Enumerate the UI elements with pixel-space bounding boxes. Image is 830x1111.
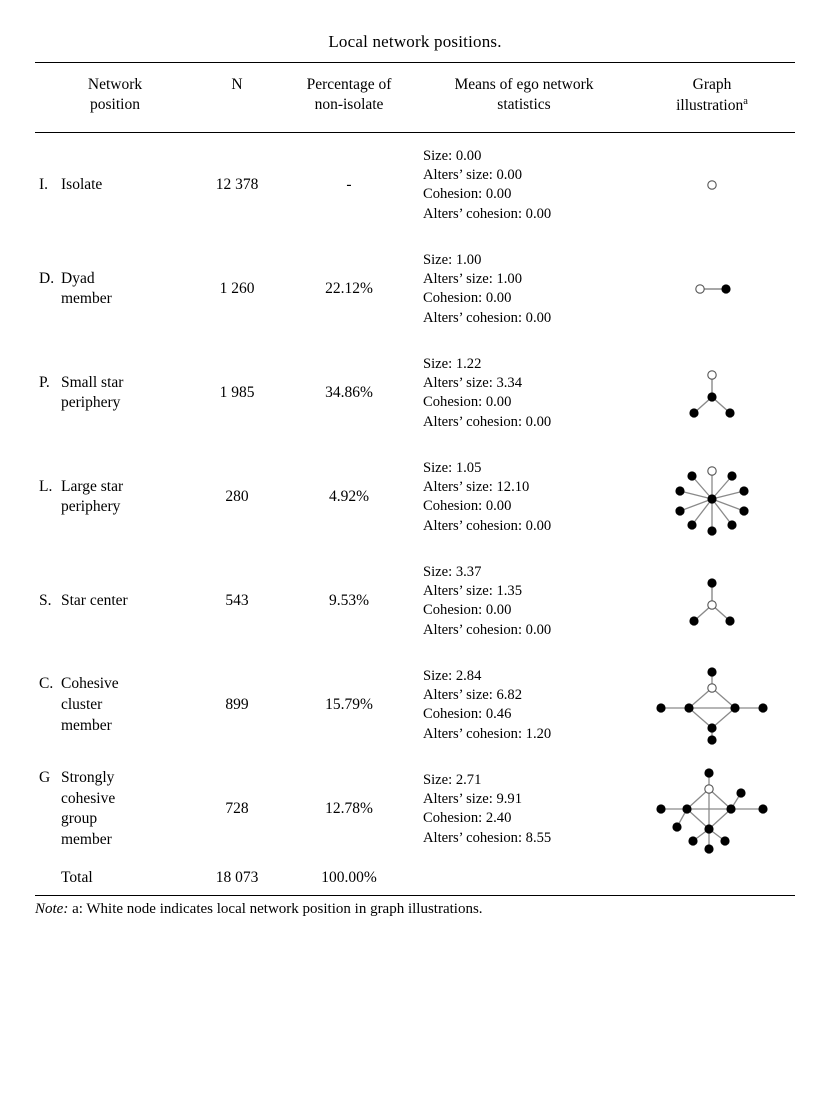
row-n: 280 bbox=[225, 488, 249, 506]
row-graph-illustration bbox=[629, 133, 795, 238]
column-header-percentage-line1: Percentage of bbox=[306, 76, 392, 93]
row-percentage: - bbox=[279, 133, 419, 238]
table-row bbox=[35, 341, 795, 445]
stat-alters-cohesion: Alters’ cohesion: 8.55 bbox=[423, 829, 552, 846]
total-stats-empty bbox=[419, 861, 629, 895]
table-row bbox=[35, 757, 795, 861]
row-position-strongly-cohesive-group-member bbox=[35, 757, 195, 861]
table-note bbox=[35, 895, 795, 922]
row-stats bbox=[419, 653, 629, 757]
graph-star-center bbox=[652, 561, 772, 641]
stat-cohesion: Cohesion: 2.40 bbox=[423, 810, 512, 827]
row-letter: L. bbox=[39, 477, 53, 495]
stat-alters-size: Alters’ size: 0.00 bbox=[423, 167, 523, 184]
row-graph-illustration bbox=[629, 341, 795, 445]
row-graph-illustration bbox=[629, 757, 795, 861]
stat-alters-size: Alters’ size: 1.35 bbox=[423, 583, 523, 600]
column-header-graph-line2-text: illustration bbox=[676, 97, 744, 115]
column-header-position-line2: position bbox=[90, 96, 140, 114]
stat-cohesion: Cohesion: 0.00 bbox=[423, 498, 512, 515]
row-letter: G bbox=[39, 768, 51, 786]
row-position-star-center bbox=[35, 549, 195, 653]
row-label: Isolate bbox=[61, 176, 103, 194]
stat-size: Size: 2.84 bbox=[423, 667, 482, 684]
graph-strongly-cohesive-group bbox=[637, 757, 787, 861]
row-letter: D. bbox=[39, 269, 55, 287]
stat-size: Size: 1.22 bbox=[423, 355, 482, 372]
column-header-percentage-line2: non-isolate bbox=[314, 96, 384, 114]
row-label: Strongly cohesive group member bbox=[61, 768, 116, 849]
table-row bbox=[35, 653, 795, 757]
stat-alters-cohesion: Alters’ cohesion: 1.20 bbox=[423, 725, 552, 742]
stat-size: Size: 1.05 bbox=[423, 459, 482, 476]
stat-alters-cohesion: Alters’ cohesion: 0.00 bbox=[423, 517, 552, 534]
stat-alters-cohesion: Alters’ cohesion: 0.00 bbox=[423, 309, 552, 326]
table-row bbox=[35, 133, 795, 238]
row-graph-illustration bbox=[629, 445, 795, 549]
row-stats bbox=[419, 757, 629, 861]
row-label: Cohesive cluster member bbox=[61, 675, 119, 734]
stat-size: Size: 3.37 bbox=[423, 563, 482, 580]
header-row bbox=[35, 63, 795, 133]
row-graph-illustration bbox=[629, 653, 795, 757]
column-header-percentage bbox=[279, 63, 419, 133]
row-percentage: 22.12% bbox=[325, 280, 373, 298]
stat-size: Size: 0.00 bbox=[423, 147, 482, 164]
graph-small-star-periphery bbox=[652, 353, 772, 433]
stat-cohesion: Cohesion: 0.00 bbox=[423, 602, 512, 619]
total-percentage: 100.00% bbox=[321, 869, 377, 887]
row-percentage: 34.86% bbox=[325, 384, 373, 402]
column-header-stats-line1: Means of ego network bbox=[454, 76, 594, 93]
column-header-n: N bbox=[195, 63, 279, 133]
row-position-dyad-member bbox=[35, 237, 195, 341]
row-percentage: 15.79% bbox=[325, 696, 373, 714]
table-title: Local network positions. bbox=[328, 32, 502, 51]
row-letter: P. bbox=[39, 373, 50, 391]
row-graph-illustration bbox=[629, 549, 795, 653]
graph-cohesive-cluster bbox=[637, 658, 787, 752]
row-letter: C. bbox=[39, 675, 54, 693]
table-row bbox=[35, 549, 795, 653]
stat-alters-cohesion: Alters’ cohesion: 0.00 bbox=[423, 413, 552, 430]
column-header-stats-line2: statistics bbox=[497, 96, 551, 114]
stat-cohesion: Cohesion: 0.00 bbox=[423, 186, 512, 203]
stat-alters-size: Alters’ size: 1.00 bbox=[423, 271, 523, 288]
row-stats bbox=[419, 549, 629, 653]
column-header-position bbox=[35, 63, 195, 133]
table-header bbox=[35, 63, 795, 133]
stat-alters-cohesion: Alters’ cohesion: 0.00 bbox=[423, 621, 552, 638]
row-n: 543 bbox=[225, 592, 249, 610]
column-header-graph bbox=[629, 63, 795, 133]
note-text: a: White node indicates local network position in graph illustrations. bbox=[72, 901, 483, 918]
stat-alters-size: Alters’ size: 3.34 bbox=[423, 375, 523, 392]
row-n: 899 bbox=[225, 696, 249, 714]
row-percentage: 9.53% bbox=[328, 592, 370, 610]
stat-size: Size: 2.71 bbox=[423, 771, 482, 788]
row-label: Dyad member bbox=[61, 269, 112, 308]
stat-size: Size: 1.00 bbox=[423, 251, 482, 268]
row-n: 728 bbox=[225, 800, 249, 818]
table-body bbox=[35, 133, 795, 896]
stat-cohesion: Cohesion: 0.00 bbox=[423, 394, 512, 411]
row-graph-illustration bbox=[629, 237, 795, 341]
row-position-isolate bbox=[35, 133, 195, 238]
graph-large-star-periphery bbox=[647, 449, 777, 545]
row-stats bbox=[419, 341, 629, 445]
row-n: 1 985 bbox=[219, 384, 255, 402]
row-stats bbox=[419, 237, 629, 341]
table-row bbox=[35, 237, 795, 341]
total-graph-empty bbox=[629, 861, 795, 895]
graph-isolate bbox=[652, 147, 772, 223]
stat-cohesion: Cohesion: 0.00 bbox=[423, 290, 512, 307]
row-percentage: 12.78% bbox=[325, 800, 373, 818]
local-network-positions-table bbox=[35, 62, 795, 895]
row-letter: S. bbox=[39, 592, 52, 610]
stat-alters-size: Alters’ size: 9.91 bbox=[423, 791, 523, 808]
row-n: 1 260 bbox=[219, 280, 255, 298]
row-position-cohesive-cluster-member bbox=[35, 653, 195, 757]
column-header-position-line1: Network bbox=[87, 76, 143, 93]
row-position-small-star-periphery bbox=[35, 341, 195, 445]
row-percentage: 4.92% bbox=[328, 488, 370, 506]
column-header-graph-line1: Graph bbox=[692, 76, 732, 93]
note-prefix: Note: bbox=[35, 901, 69, 918]
total-label: Total bbox=[61, 869, 93, 887]
table-row bbox=[35, 445, 795, 549]
row-stats bbox=[419, 445, 629, 549]
row-letter: I. bbox=[39, 176, 49, 194]
column-header-graph-superscript: a bbox=[743, 96, 748, 108]
stat-cohesion: Cohesion: 0.46 bbox=[423, 706, 512, 723]
stat-alters-size: Alters’ size: 12.10 bbox=[423, 479, 530, 496]
table-row-total bbox=[35, 861, 795, 895]
row-n: 12 378 bbox=[195, 133, 279, 238]
stat-alters-size: Alters’ size: 6.82 bbox=[423, 687, 523, 704]
stat-alters-cohesion: Alters’ cohesion: 0.00 bbox=[423, 205, 552, 222]
row-label: Large star periphery bbox=[61, 477, 124, 516]
graph-dyad bbox=[652, 251, 772, 327]
column-header-graph-line2 bbox=[633, 95, 791, 116]
column-header-stats bbox=[419, 63, 629, 133]
row-position-large-star-periphery bbox=[35, 445, 195, 549]
row-stats bbox=[419, 133, 629, 238]
row-label: Star center bbox=[61, 592, 128, 610]
row-label: Small star periphery bbox=[61, 373, 124, 412]
total-n: 18 073 bbox=[215, 869, 259, 887]
